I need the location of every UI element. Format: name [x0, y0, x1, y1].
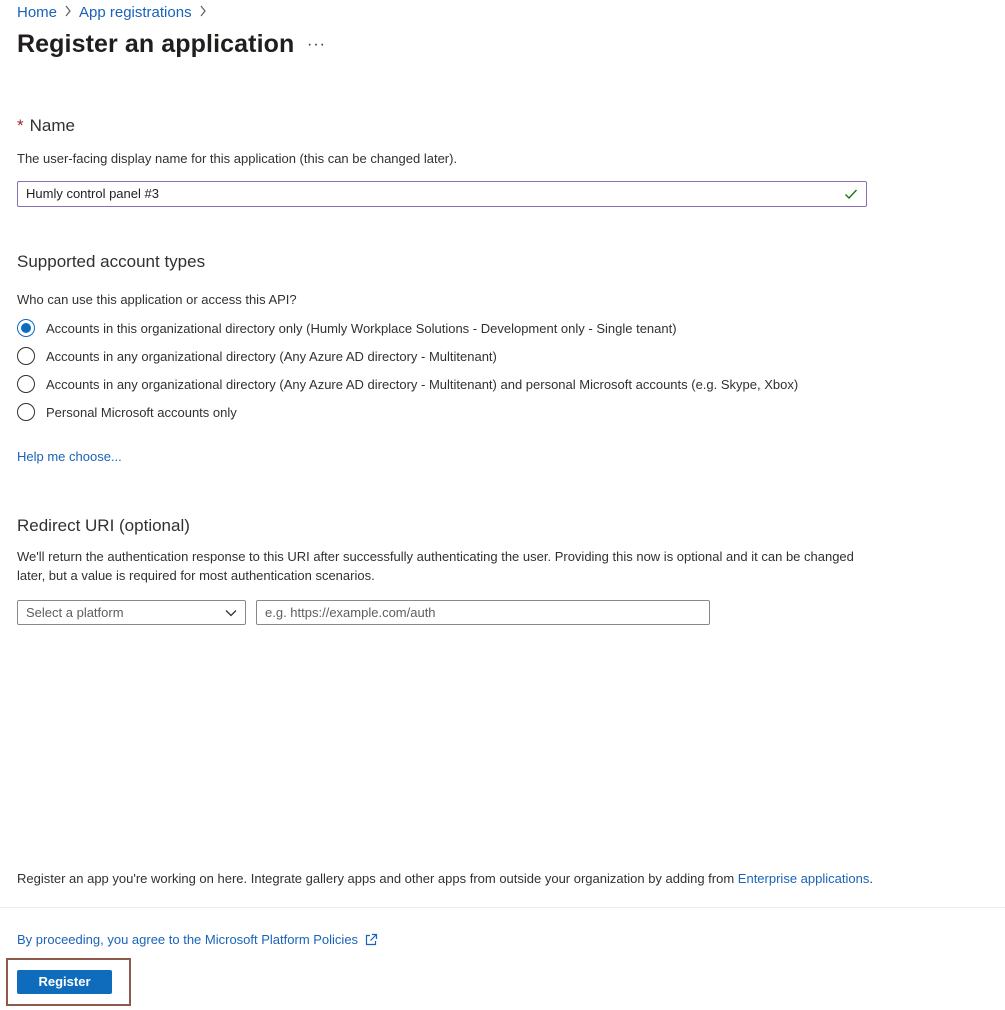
redirect-uri-description: We'll return the authentication response to this URI after successfully authenticating the user. Providing this now is optional and it can be changed later, but a value is required for most authentication scenarios. [17, 549, 854, 583]
redirect-uri-placeholder: e.g. https://example.com/auth [265, 605, 436, 620]
account-types-heading: Supported account types [17, 252, 206, 271]
checkmark-icon [844, 187, 858, 201]
account-type-label: Personal Microsoft accounts only [46, 404, 237, 420]
account-type-option-single-tenant[interactable] [17, 319, 677, 337]
required-marker: * [17, 116, 24, 135]
help-me-choose-link[interactable]: Help me choose... [17, 449, 122, 464]
platform-select-placeholder: Select a platform [26, 605, 124, 620]
external-link-icon [364, 933, 378, 947]
account-type-label: Accounts in any organizational directory (Any Azure AD directory - Multitenant) [46, 348, 497, 364]
chevron-down-icon [225, 607, 237, 619]
platform-policies-link[interactable] [17, 932, 378, 947]
account-type-label: Accounts in any organizational directory (Any Azure AD directory - Multitenant) and personal Microsoft accounts (e.g. Skype, Xbox) [46, 376, 799, 392]
enterprise-applications-link[interactable]: Enterprise applications [737, 871, 870, 886]
register-button[interactable]: Register [17, 970, 112, 994]
account-type-option-multitenant-personal[interactable] [17, 375, 798, 393]
gallery-apps-text: Register an app you're working on here. Integrate gallery apps and other apps from outside your organization by adding from [17, 871, 738, 886]
breadcrumb-app-registrations[interactable]: App registrations [79, 4, 192, 21]
account-type-option-multitenant[interactable] [17, 347, 497, 365]
name-heading-label: Name [29, 116, 75, 135]
radio-unselected-icon[interactable] [17, 347, 35, 365]
platform-policies-text[interactable]: By proceeding, you agree to the Microsoft Platform Policies [17, 932, 359, 947]
name-input-value: Humly control panel #3 [26, 186, 159, 201]
name-heading [17, 116, 75, 136]
chevron-right-icon [199, 5, 207, 20]
radio-unselected-icon[interactable] [17, 403, 35, 421]
radio-unselected-icon[interactable] [17, 375, 35, 393]
footer-divider [0, 907, 1005, 908]
more-options-button[interactable]: ··· [307, 36, 326, 53]
account-type-option-personal[interactable] [17, 403, 237, 421]
chevron-right-icon [64, 5, 72, 20]
name-description: The user-facing display name for this application (this can be changed later). [17, 151, 458, 166]
redirect-uri-input[interactable] [256, 600, 710, 625]
platform-select[interactable] [17, 600, 246, 625]
breadcrumb-home[interactable]: Home [17, 4, 58, 21]
gallery-apps-note [17, 869, 873, 888]
redirect-uri-heading: Redirect URI (optional) [17, 516, 190, 535]
gallery-apps-period: . [869, 871, 873, 886]
page-title: Register an application [17, 30, 295, 58]
radio-selected-icon[interactable] [17, 319, 35, 337]
account-types-question: Who can use this application or access this API? [17, 292, 297, 307]
account-type-label: Accounts in this organizational directory only (Humly Workplace Solutions - Development only - Single tenant) [46, 320, 677, 336]
breadcrumb [17, 4, 214, 21]
name-input[interactable] [17, 181, 867, 207]
